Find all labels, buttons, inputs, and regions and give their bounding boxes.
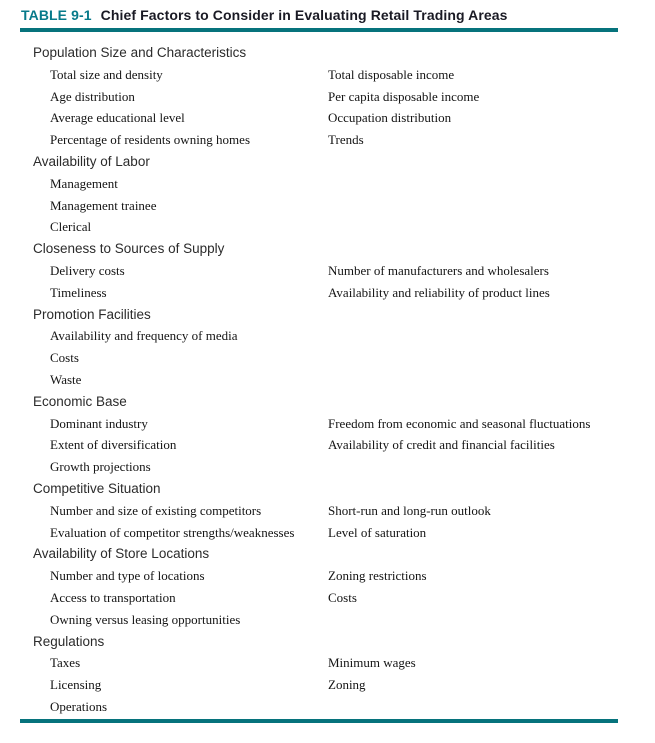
item-row	[20, 173, 618, 195]
item-right: Zoning	[328, 677, 366, 693]
item-right	[328, 347, 618, 369]
item-left: Total size and density	[50, 66, 163, 82]
item-row	[20, 696, 618, 718]
item-right	[328, 696, 618, 718]
item-row	[20, 652, 618, 674]
item-left: Availability and frequency of media	[50, 328, 238, 344]
item-right: Occupation distribution	[328, 110, 452, 126]
item-right: Minimum wages	[328, 655, 416, 671]
item-right: Costs	[328, 589, 357, 605]
item-row	[20, 347, 618, 369]
item-right: Availability and reliability of product lines	[328, 284, 550, 300]
item-left: Age distribution	[50, 88, 135, 104]
section-header: Closeness to Sources of Supply	[33, 241, 225, 257]
item-right	[328, 173, 618, 195]
item-left: Number and type of locations	[50, 568, 205, 584]
section-header: Competitive Situation	[33, 480, 161, 496]
item-left: Access to transportation	[50, 589, 176, 605]
item-row	[20, 369, 618, 391]
item-row	[20, 129, 618, 151]
item-row	[20, 565, 618, 587]
item-left: Number and size of existing competitors	[50, 502, 262, 518]
section-header: Economic Base	[33, 393, 127, 409]
item-row	[20, 216, 618, 238]
item-row	[20, 86, 618, 108]
item-right: Trends	[328, 132, 364, 148]
item-right: Total disposable income	[328, 66, 455, 82]
item-left: Growth projections	[50, 459, 151, 475]
item-left: Evaluation of competitor strengths/weaknesses	[50, 524, 295, 540]
item-left: Dominant industry	[50, 415, 148, 431]
item-row	[20, 587, 618, 609]
item-row	[20, 456, 618, 478]
item-right	[328, 325, 618, 347]
item-row	[20, 260, 618, 282]
item-row	[20, 500, 618, 522]
item-right	[328, 216, 618, 238]
item-row	[20, 195, 618, 217]
item-left: Owning versus leasing opportunities	[50, 611, 241, 627]
table-body	[20, 42, 618, 718]
item-left: Licensing	[50, 677, 102, 693]
section-header: Availability of Labor	[33, 153, 150, 169]
item-left: Delivery costs	[50, 262, 125, 278]
item-right	[328, 609, 618, 631]
item-right: Availability of credit and financial facilities	[328, 437, 555, 453]
item-left: Extent of diversification	[50, 437, 177, 453]
item-right: Zoning restrictions	[328, 568, 427, 584]
item-right: Freedom from economic and seasonal fluctuations	[328, 415, 591, 431]
item-row	[20, 413, 618, 435]
table-title-text: Chief Factors to Consider in Evaluating Retail Trading Areas	[100, 7, 508, 23]
section-header: Population Size and Characteristics	[33, 45, 247, 60]
item-right	[328, 195, 618, 217]
item-row	[20, 107, 618, 129]
item-right: Per capita disposable income	[328, 88, 480, 104]
item-row	[20, 64, 618, 86]
item-left: Average educational level	[50, 110, 185, 126]
item-right: Level of saturation	[328, 524, 427, 540]
item-right: Short-run and long-run outlook	[328, 502, 491, 518]
item-left: Clerical	[50, 219, 92, 235]
table-number-label: TABLE 9-1	[21, 7, 92, 23]
item-left: Management trainee	[50, 197, 157, 213]
item-row	[20, 325, 618, 347]
item-row	[20, 609, 618, 631]
item-right: Number of manufacturers and wholesalers	[328, 262, 549, 278]
table-title	[21, 7, 508, 23]
item-right	[328, 369, 618, 391]
item-row	[20, 434, 618, 456]
item-left: Waste	[50, 371, 82, 387]
bottom-rule	[20, 719, 618, 723]
section-header: Availability of Store Locations	[33, 546, 210, 562]
item-right	[328, 456, 618, 478]
item-row	[20, 674, 618, 696]
item-left: Percentage of residents owning homes	[50, 132, 251, 148]
item-left: Operations	[50, 698, 108, 714]
item-left: Taxes	[50, 655, 81, 671]
item-left: Timeliness	[50, 284, 107, 300]
item-left: Costs	[50, 350, 79, 366]
item-row	[20, 522, 618, 544]
item-row	[20, 282, 618, 304]
section-header: Regulations	[33, 633, 105, 649]
top-rule	[20, 28, 618, 32]
section-header: Promotion Facilities	[33, 306, 151, 322]
item-left: Management	[50, 175, 118, 191]
